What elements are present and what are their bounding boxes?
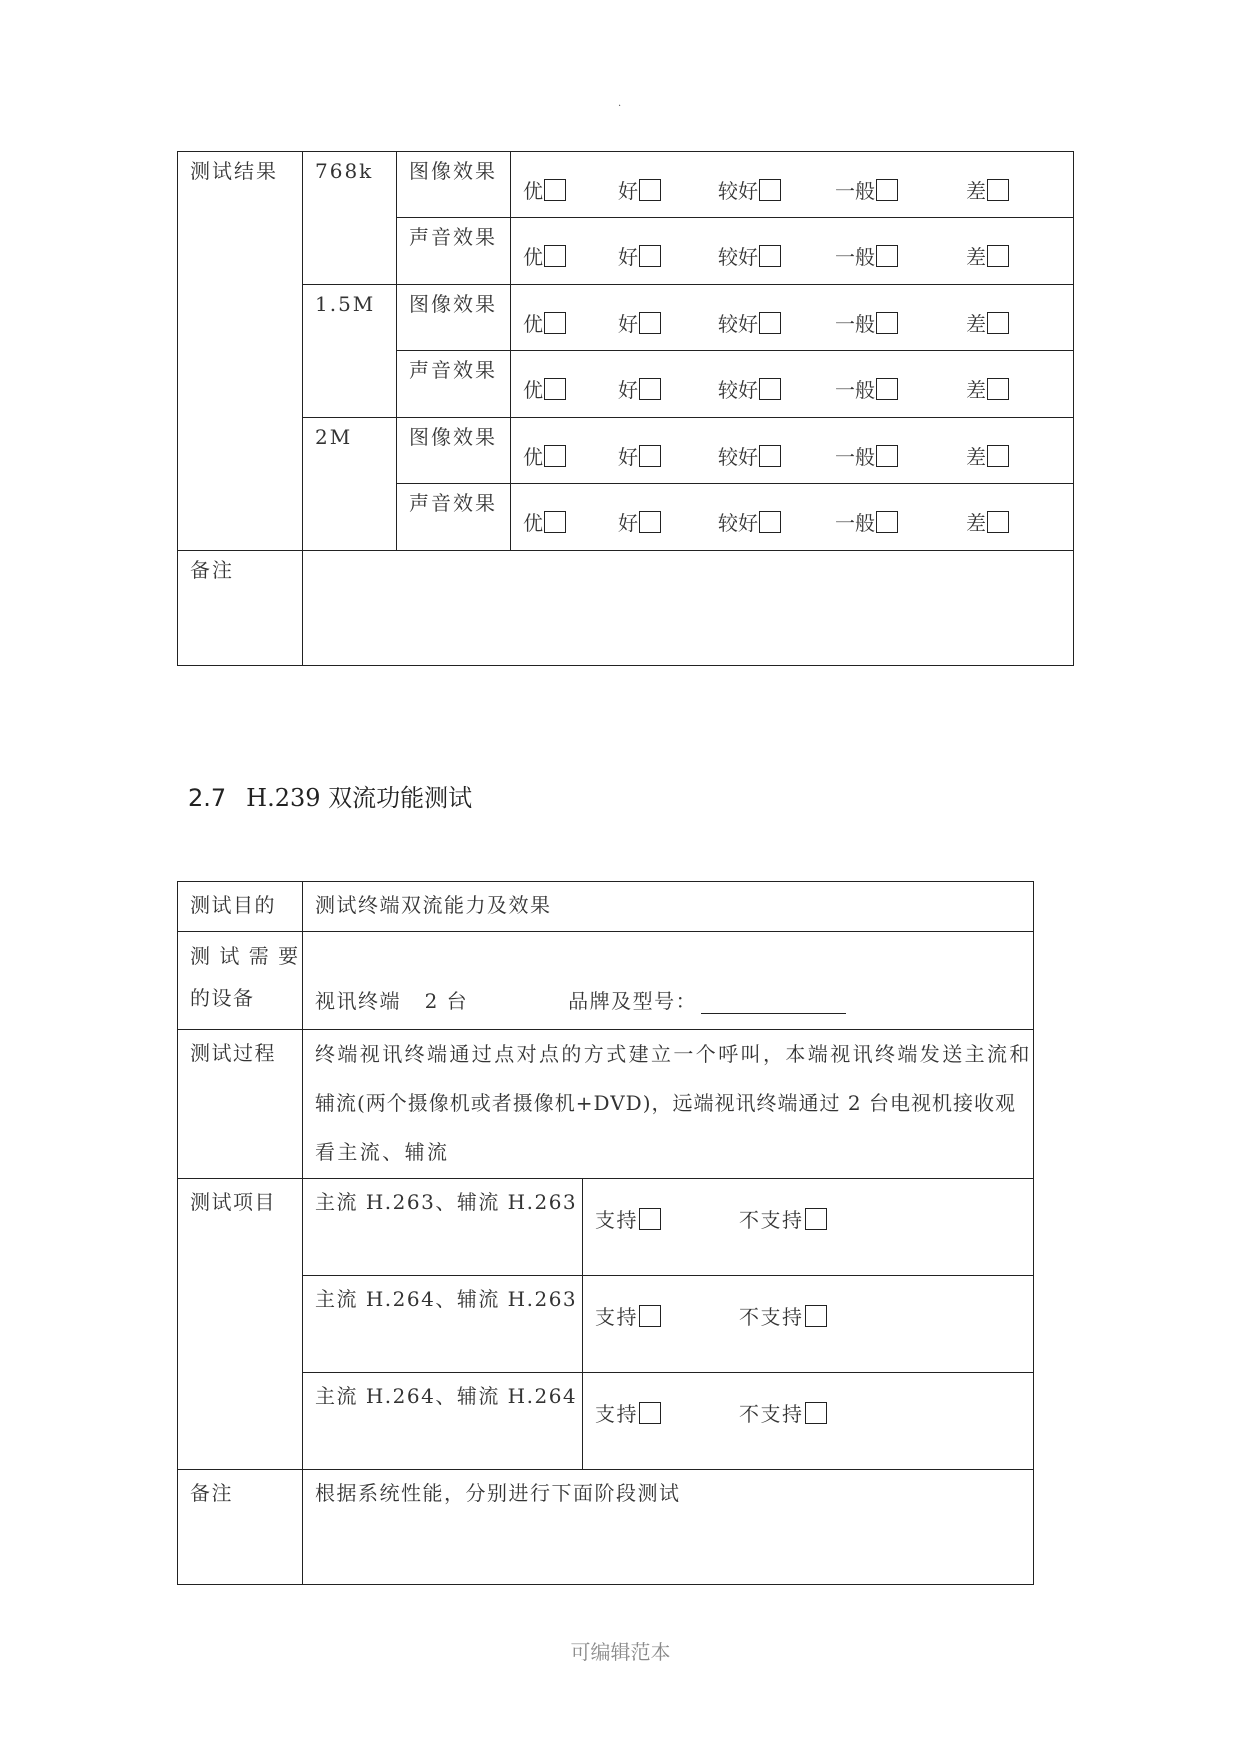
rating-option-label: 好 <box>618 179 638 203</box>
equipment-label-line1: 测 试 需 要 <box>190 944 300 968</box>
process-label-cell <box>178 1030 303 1179</box>
remarks-value-cell <box>303 1470 1034 1585</box>
purpose-label-cell <box>178 882 303 932</box>
rating-option-label: 一般 <box>835 179 875 203</box>
rating-option-label: 一般 <box>835 511 875 535</box>
rating-option[interactable] <box>618 510 661 536</box>
rating-option-label: 好 <box>618 378 638 402</box>
rating-checkbox[interactable] <box>876 378 898 400</box>
rating-option[interactable] <box>718 510 781 536</box>
rating-row <box>511 285 1074 351</box>
process-line: 辅流(两个摄像机或者摄像机+DVD)，远端视讯终端通过 2 台电视机接收观 <box>315 1091 1016 1115</box>
support-label: 支持 <box>595 1305 638 1329</box>
equipment-value: 视讯终端 2 台 <box>315 989 469 1013</box>
brand-label: 品牌及型号： <box>568 989 698 1013</box>
rate-label: 1.5M <box>315 292 376 316</box>
remarks-label: 备注 <box>190 1481 233 1505</box>
rating-option-label: 较好 <box>718 312 758 336</box>
rating-option-label: 一般 <box>835 378 875 402</box>
rating-option-label: 差 <box>966 179 986 203</box>
items-label-cell <box>178 1179 303 1470</box>
rating-checkbox[interactable] <box>544 378 566 400</box>
rating-checkbox[interactable] <box>639 245 661 267</box>
rating-option-label: 差 <box>966 312 986 336</box>
rating-option[interactable] <box>523 444 566 470</box>
support-label: 支持 <box>595 1402 638 1426</box>
rate-cell <box>303 152 397 285</box>
rating-option-label: 较好 <box>718 179 758 203</box>
result-label: 测试结果 <box>190 159 278 183</box>
rating-option-label: 优 <box>523 312 543 336</box>
not-support-option[interactable] <box>739 1401 827 1427</box>
metric-cell <box>397 351 511 418</box>
rating-option-label: 好 <box>618 445 638 469</box>
rating-option[interactable] <box>966 311 1009 337</box>
process-label: 测试过程 <box>190 1041 276 1065</box>
rating-option-label: 差 <box>966 511 986 535</box>
remarks-value-cell[interactable] <box>303 551 1074 666</box>
rating-checkbox[interactable] <box>759 445 781 467</box>
rating-checkbox[interactable] <box>639 312 661 334</box>
items-label: 测试项目 <box>190 1190 276 1214</box>
rating-checkbox[interactable] <box>639 179 661 201</box>
rating-option[interactable] <box>835 510 898 536</box>
metric-label: 声音效果 <box>409 358 497 382</box>
support-cell <box>583 1276 1034 1373</box>
not-support-label: 不支持 <box>739 1402 804 1426</box>
metric-cell <box>397 418 511 484</box>
not-support-checkbox[interactable] <box>805 1305 827 1327</box>
metric-cell <box>397 484 511 551</box>
remarks-label: 备注 <box>190 558 234 582</box>
not-support-checkbox[interactable] <box>805 1402 827 1424</box>
support-cell <box>583 1373 1034 1470</box>
section-number: 2.7 <box>188 784 227 812</box>
rating-option[interactable] <box>523 311 566 337</box>
rating-option-label: 优 <box>523 445 543 469</box>
purpose-value-cell <box>303 882 1034 932</box>
support-label: 支持 <box>595 1208 638 1232</box>
rating-checkbox[interactable] <box>987 378 1009 400</box>
rating-option-label: 差 <box>966 245 986 269</box>
item-name: 主流 H.264、辅流 H.264 <box>315 1384 578 1408</box>
process-value-cell <box>303 1030 1034 1179</box>
rating-row <box>511 152 1074 218</box>
page-mark: . <box>618 98 622 109</box>
rating-option-label: 优 <box>523 511 543 535</box>
rate-cell <box>303 285 397 418</box>
support-checkbox[interactable] <box>639 1305 661 1327</box>
equipment-label-line2: 的设备 <box>190 986 255 1010</box>
rating-row <box>511 418 1074 484</box>
not-support-option[interactable] <box>739 1207 827 1233</box>
item-name: 主流 H.264、辅流 H.263 <box>315 1287 578 1311</box>
process-line: 看主流、辅流 <box>315 1140 450 1164</box>
rating-checkbox[interactable] <box>876 312 898 334</box>
rating-option[interactable] <box>523 377 566 403</box>
section-title: H.239 双流功能测试 <box>246 784 473 812</box>
rating-option-label: 差 <box>966 378 986 402</box>
support-cell <box>583 1179 1034 1276</box>
rating-option[interactable] <box>966 444 1009 470</box>
rating-option-label: 优 <box>523 378 543 402</box>
remarks-value: 根据系统性能，分别进行下面阶段测试 <box>315 1481 681 1505</box>
rating-checkbox[interactable] <box>544 445 566 467</box>
rate-label: 2M <box>315 425 353 449</box>
rating-checkbox[interactable] <box>759 179 781 201</box>
rate-cell <box>303 418 397 551</box>
rating-option[interactable] <box>835 444 898 470</box>
rating-option[interactable] <box>618 377 661 403</box>
rating-checkbox[interactable] <box>876 511 898 533</box>
support-option[interactable] <box>595 1401 661 1427</box>
rating-option[interactable] <box>966 244 1009 270</box>
purpose-label: 测试目的 <box>190 893 276 917</box>
item-name-cell <box>303 1276 583 1373</box>
metric-cell <box>397 285 511 351</box>
item-name-cell <box>303 1179 583 1276</box>
support-option[interactable] <box>595 1304 661 1330</box>
not-support-label: 不支持 <box>739 1208 804 1232</box>
rating-checkbox[interactable] <box>544 511 566 533</box>
rating-checkbox[interactable] <box>544 312 566 334</box>
rating-checkbox[interactable] <box>987 511 1009 533</box>
rating-option[interactable] <box>718 244 781 270</box>
not-support-checkbox[interactable] <box>805 1208 827 1230</box>
rating-checkbox[interactable] <box>759 312 781 334</box>
rating-checkbox[interactable] <box>544 179 566 201</box>
rate-label: 768k <box>315 159 374 183</box>
support-option[interactable] <box>595 1207 661 1233</box>
not-support-option[interactable] <box>739 1304 827 1330</box>
rating-checkbox[interactable] <box>876 445 898 467</box>
rating-option[interactable] <box>618 178 661 204</box>
rating-option-label: 优 <box>523 245 543 269</box>
rating-checkbox[interactable] <box>876 179 898 201</box>
rating-checkbox[interactable] <box>544 245 566 267</box>
rating-checkbox[interactable] <box>987 312 1009 334</box>
rating-option-label: 一般 <box>835 445 875 469</box>
purpose-value: 测试终端双流能力及效果 <box>315 893 552 917</box>
rating-checkbox[interactable] <box>876 245 898 267</box>
rating-option[interactable] <box>523 510 566 536</box>
rating-option[interactable] <box>835 244 898 270</box>
rating-checkbox[interactable] <box>639 445 661 467</box>
rating-option-label: 较好 <box>718 445 758 469</box>
result-label-cell <box>178 152 303 551</box>
dual-stream-table <box>177 881 1034 1585</box>
not-support-label: 不支持 <box>739 1305 804 1329</box>
rating-option-label: 一般 <box>835 245 875 269</box>
metric-cell <box>397 218 511 285</box>
rating-option-label: 好 <box>618 245 638 269</box>
rating-checkbox[interactable] <box>639 511 661 533</box>
rating-option[interactable] <box>523 178 566 204</box>
rating-option[interactable] <box>523 244 566 270</box>
equipment-label-cell <box>178 932 303 1030</box>
rating-row <box>511 351 1074 418</box>
footer-text: 可编辑范本 <box>570 1640 671 1664</box>
metric-label: 声音效果 <box>409 491 497 515</box>
rating-option[interactable] <box>618 311 661 337</box>
item-name: 主流 H.263、辅流 H.263 <box>315 1190 578 1214</box>
rating-option-label: 差 <box>966 445 986 469</box>
rating-checkbox[interactable] <box>759 378 781 400</box>
rating-option[interactable] <box>966 377 1009 403</box>
remarks-label-cell <box>178 1470 303 1585</box>
metric-cell <box>397 152 511 218</box>
rating-option[interactable] <box>835 311 898 337</box>
section-heading <box>188 778 472 813</box>
rating-checkbox[interactable] <box>987 245 1009 267</box>
rating-option-label: 优 <box>523 179 543 203</box>
rating-row <box>511 218 1074 285</box>
rating-option-label: 较好 <box>718 245 758 269</box>
rating-option[interactable] <box>835 377 898 403</box>
rating-checkbox[interactable] <box>759 245 781 267</box>
brand-blank[interactable] <box>701 993 846 1014</box>
rating-option-label: 一般 <box>835 312 875 336</box>
metric-label: 图像效果 <box>409 292 497 316</box>
remarks-label-cell <box>178 551 303 666</box>
rating-option-label: 较好 <box>718 378 758 402</box>
rating-option[interactable] <box>718 178 781 204</box>
process-line: 终端视讯终端通过点对点的方式建立一个呼叫，本端视讯终端发送主流和 <box>315 1042 1032 1066</box>
rating-checkbox[interactable] <box>987 179 1009 201</box>
support-checkbox[interactable] <box>639 1402 661 1424</box>
rating-option-label: 较好 <box>718 511 758 535</box>
equipment-value-cell <box>303 932 1034 1030</box>
rating-option[interactable] <box>966 178 1009 204</box>
rating-option[interactable] <box>718 377 781 403</box>
rating-row <box>511 484 1074 551</box>
metric-label: 声音效果 <box>409 225 497 249</box>
rating-option[interactable] <box>718 311 781 337</box>
rating-option[interactable] <box>718 444 781 470</box>
rating-option[interactable] <box>966 510 1009 536</box>
rating-checkbox[interactable] <box>759 511 781 533</box>
rating-option-label: 好 <box>618 511 638 535</box>
rating-checkbox[interactable] <box>987 445 1009 467</box>
rating-option[interactable] <box>618 244 661 270</box>
support-checkbox[interactable] <box>639 1208 661 1230</box>
results-table <box>177 151 1074 666</box>
rating-option-label: 好 <box>618 312 638 336</box>
metric-label: 图像效果 <box>409 159 497 183</box>
metric-label: 图像效果 <box>409 425 497 449</box>
rating-checkbox[interactable] <box>639 378 661 400</box>
rating-option[interactable] <box>835 178 898 204</box>
rating-option[interactable] <box>618 444 661 470</box>
item-name-cell <box>303 1373 583 1470</box>
